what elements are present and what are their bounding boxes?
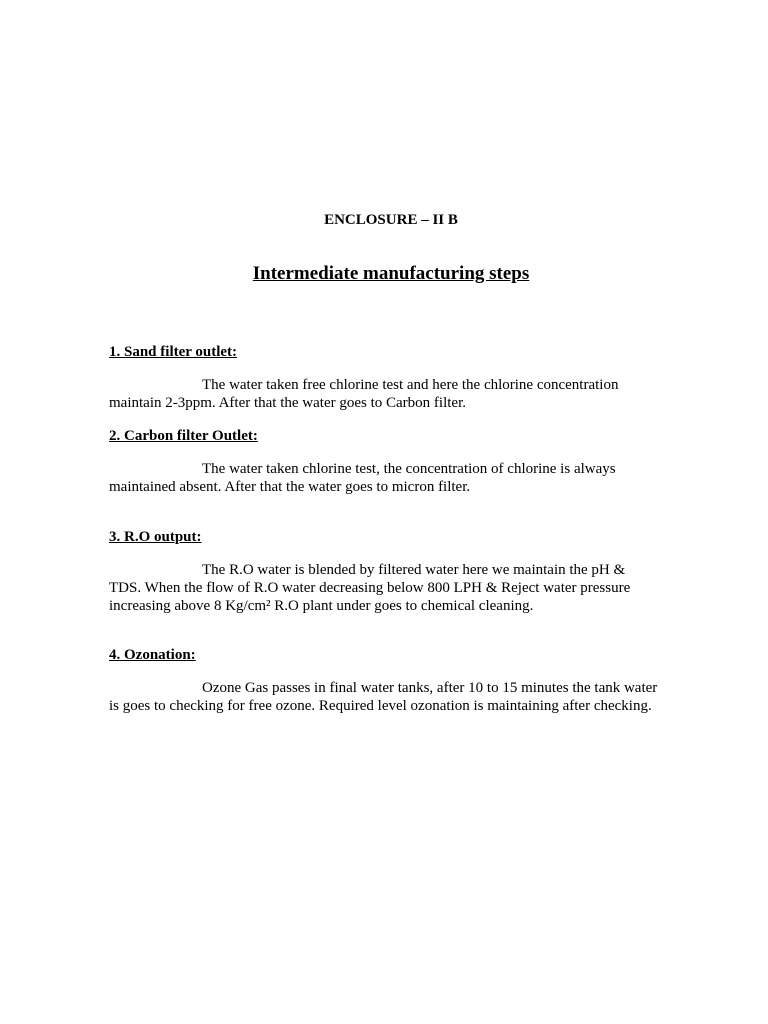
paragraph-line: maintain 2-3ppm. After that the water goes to Carbon filter. [109,395,466,411]
section-heading-ro-output: 3. R.O output: [109,529,202,545]
section-paragraph-sand-filter [109,376,709,412]
paragraph-line: TDS. When the flow of R.O water decreasing below 800 LPH & Reject water pressure [109,580,631,596]
section-paragraph-ozonation [109,679,709,715]
section-heading-sand-filter: 1. Sand filter outlet: [109,344,238,360]
paragraph-line: The water taken free chlorine test and here the chlorine concentration [202,377,619,393]
section-paragraph-carbon-filter [109,460,709,496]
enclosure-label: ENCLOSURE – II B [324,212,458,228]
paragraph-line: Ozone Gas passes in final water tanks, after 10 to 15 minutes the tank water [202,680,658,696]
section-heading-ozonation: 4. Ozonation: [109,647,196,663]
paragraph-line: maintained absent. After that the water goes to micron filter. [109,479,471,495]
section-paragraph-ro-output [109,561,709,615]
section-heading-carbon-filter: 2. Carbon filter Outlet: [109,428,258,444]
paragraph-line: The water taken chlorine test, the concentration of chlorine is always [202,461,616,477]
paragraph-line: increasing above 8 Kg/cm² R.O plant under goes to chemical cleaning. [109,598,534,614]
paragraph-line: is goes to checking for free ozone. Required level ozonation is maintaining after checking. [109,698,652,714]
page-title: Intermediate manufacturing steps [252,263,530,284]
paragraph-line: The R.O water is blended by filtered water here we maintain the pH & [202,562,626,578]
